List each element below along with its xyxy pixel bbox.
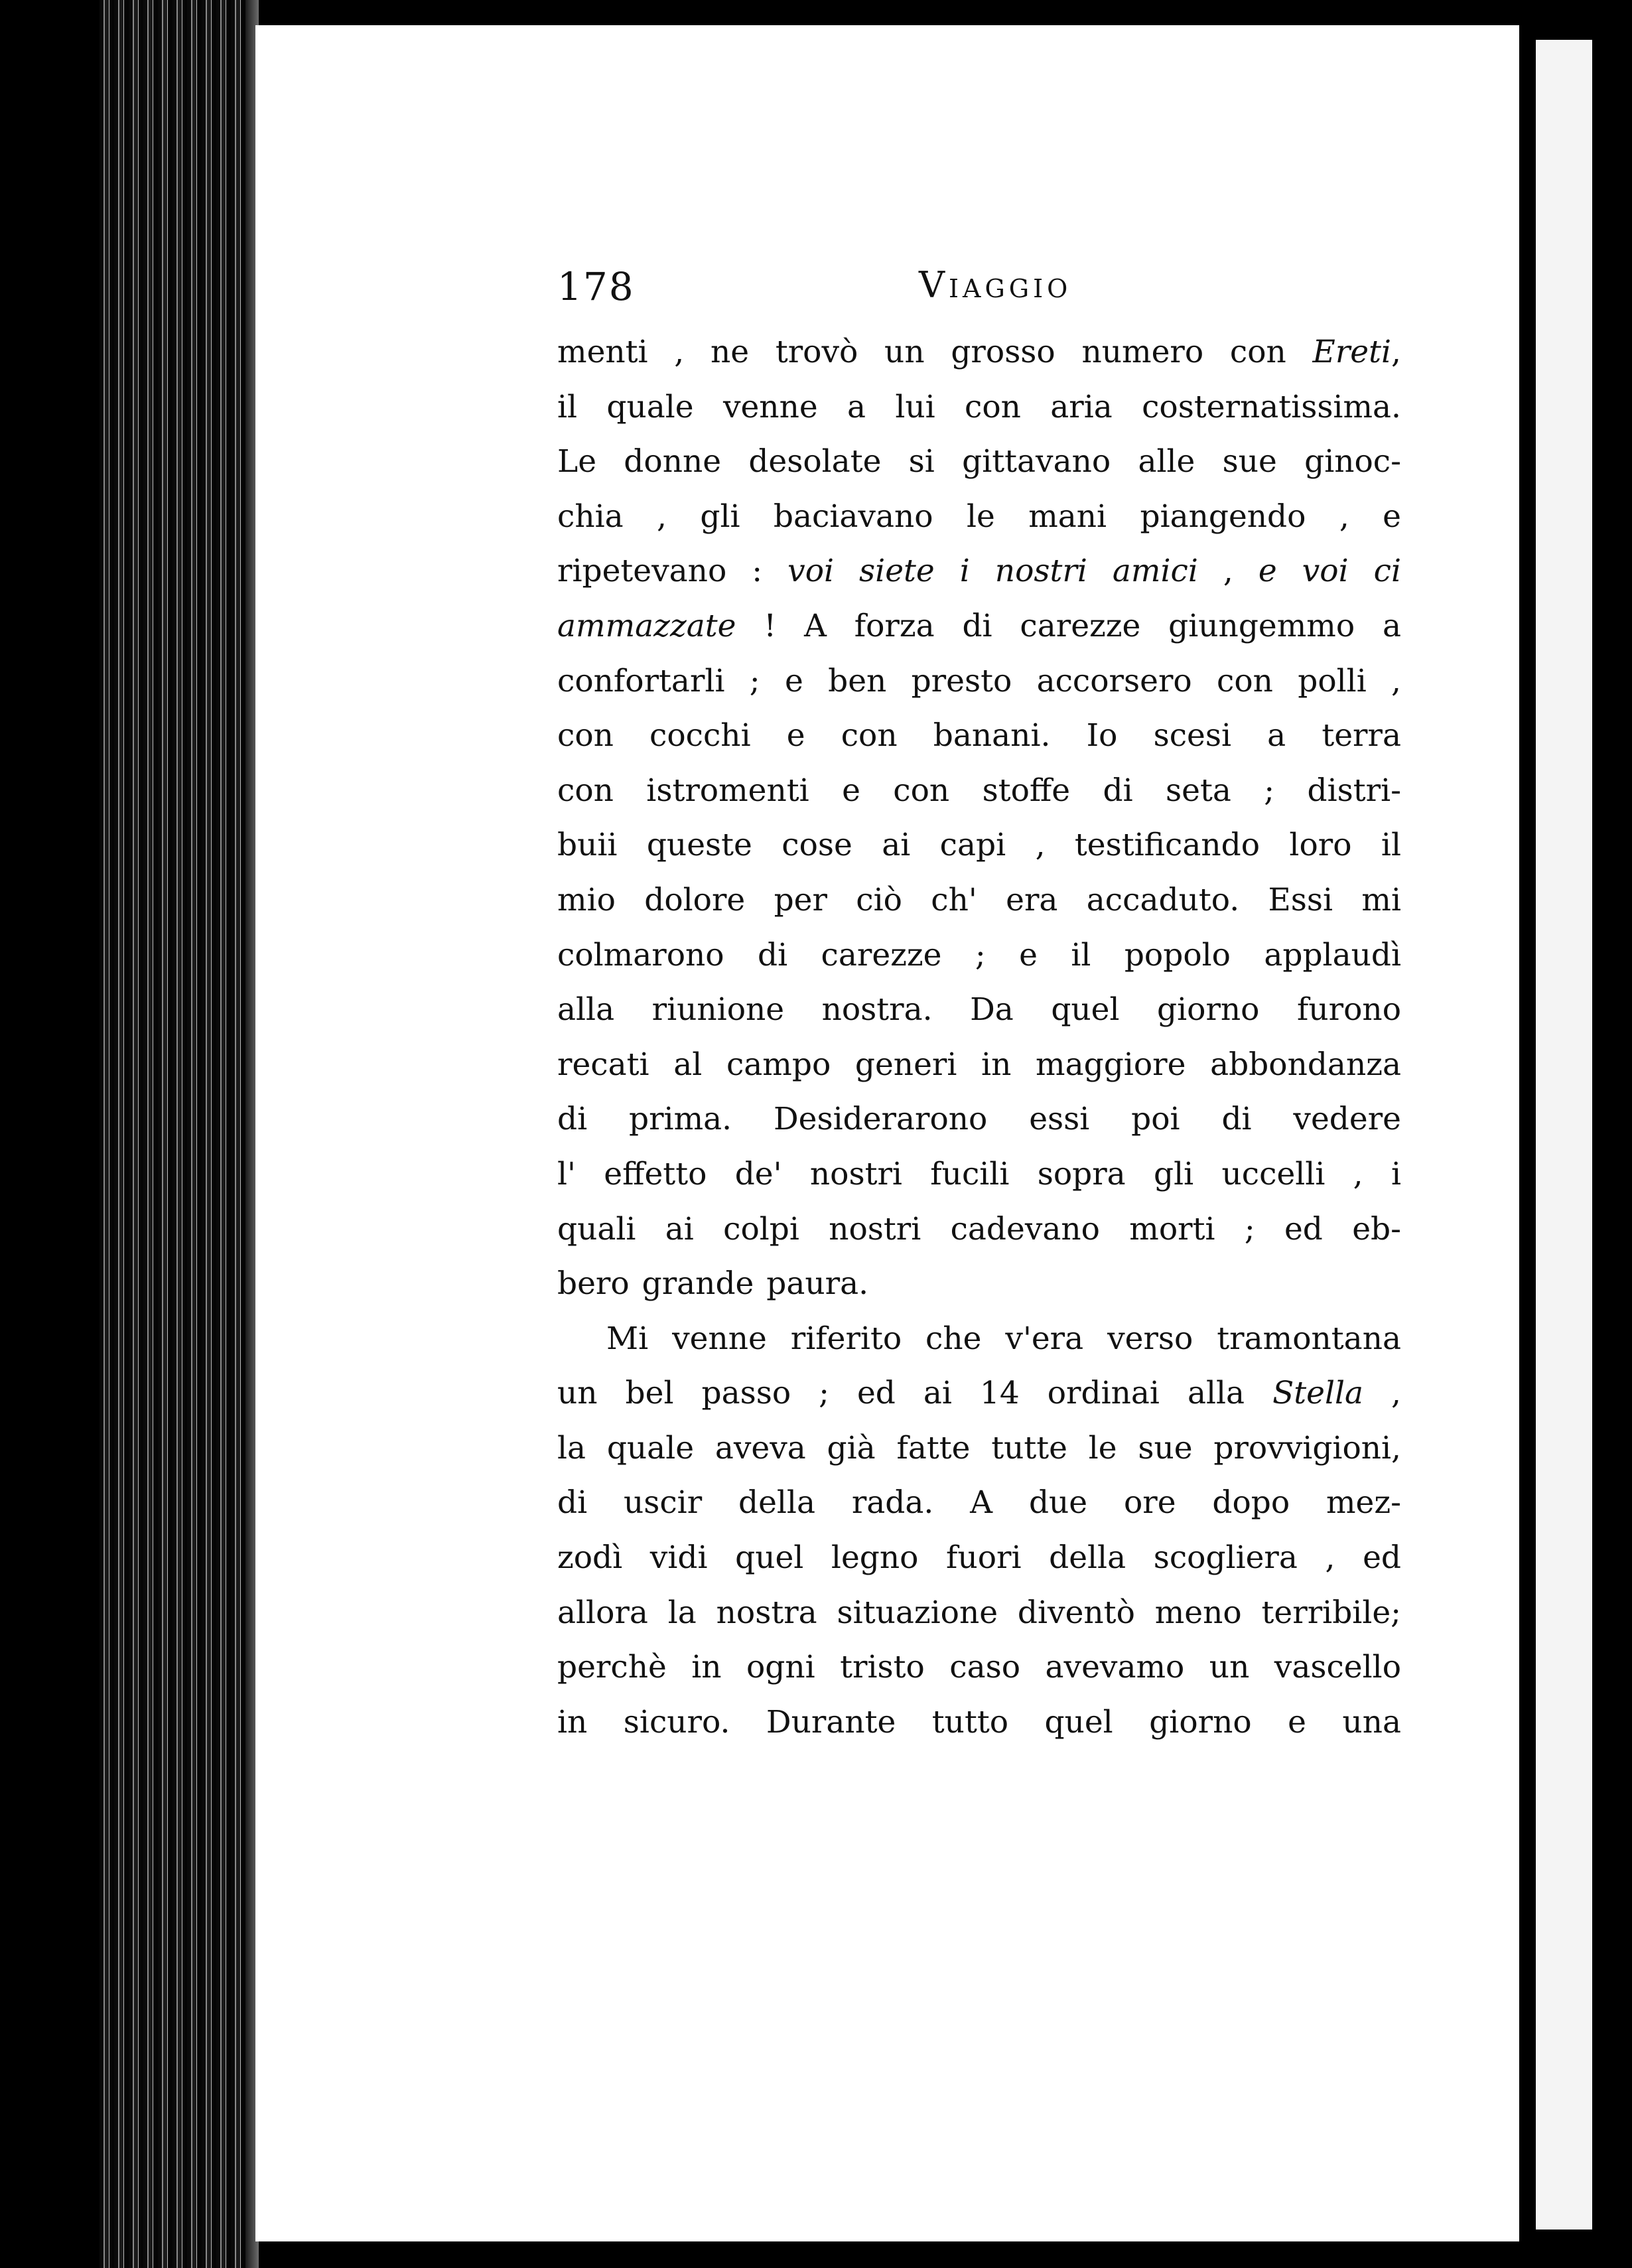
text-segment: l' effetto de' nostri fucili sopra gli uccelli , i — [557, 1155, 1401, 1192]
text-line — [557, 1312, 1401, 1367]
text-line — [557, 983, 1401, 1038]
text-line — [557, 1147, 1401, 1202]
text-segment: un bel passo ; ed ai 14 ordinai alla — [557, 1375, 1273, 1412]
text-line — [557, 1202, 1401, 1257]
text-segment: Le donne desolate si gittavano alle sue ginoc- — [557, 443, 1401, 480]
text-line — [557, 1586, 1401, 1641]
text-segment: il quale venne a lui con aria costernatissima. — [557, 388, 1401, 425]
body-text — [557, 325, 1401, 1750]
book-page-edges — [100, 0, 259, 2268]
italic-text-segment: e voi ci — [1258, 553, 1401, 590]
text-line — [557, 435, 1401, 490]
text-line — [557, 873, 1401, 928]
text-segment: la quale aveva già fatte tutte le sue provvigioni, — [557, 1429, 1401, 1466]
text-segment: ripetevano : — [557, 553, 788, 590]
text-line — [557, 1421, 1401, 1476]
text-line — [557, 1531, 1401, 1586]
facing-page-strip — [1536, 40, 1592, 2230]
text-segment: Mi venne riferito che v'era verso tramontana — [606, 1320, 1401, 1357]
text-segment: in sicuro. Durante tutto quel giorno e una — [557, 1703, 1401, 1740]
italic-text-segment: voi siete i nostri amici — [787, 553, 1198, 590]
text-segment: chia , gli baciavano le mani piangendo , e — [557, 498, 1401, 535]
text-segment: con istromenti e con stoffe di seta ; distri- — [557, 772, 1401, 809]
text-line — [557, 1695, 1401, 1750]
text-line — [557, 1092, 1401, 1147]
text-segment: di prima. Desiderarono essi poi di vedere — [557, 1101, 1401, 1138]
text-segment: zodì vidi quel legno fuori della scogliera , ed — [557, 1539, 1401, 1577]
text-segment: , — [1363, 1375, 1401, 1412]
text-line — [557, 1257, 1401, 1312]
scan-border — [1592, 0, 1632, 2268]
text-line — [557, 1366, 1401, 1421]
text-segment: , — [1391, 334, 1401, 370]
text-segment: , — [1197, 553, 1258, 590]
text-line — [557, 1038, 1401, 1093]
text-segment: quali ai colpi nostri cadevano morti ; ed eb- — [557, 1210, 1401, 1247]
running-head — [557, 264, 1400, 311]
text-line — [557, 325, 1401, 380]
text-line — [557, 1476, 1401, 1531]
text-line — [557, 380, 1401, 435]
text-line — [557, 599, 1401, 654]
text-segment: confortarli ; e ben presto accorsero con polli , — [557, 662, 1401, 699]
italic-text-segment: ammazzate — [557, 607, 736, 644]
text-line — [557, 654, 1401, 709]
text-segment: recati al campo generi in maggiore abbondanza — [557, 1046, 1401, 1083]
text-segment: con cocchi e con banani. Io scesi a terra — [557, 717, 1401, 754]
italic-text-segment: Ereti — [1312, 334, 1392, 370]
running-title: Viaggio — [919, 264, 1072, 306]
text-line — [557, 490, 1401, 545]
text-segment: perchè in ogni tristo caso avevamo un vascello — [557, 1649, 1401, 1686]
text-segment: menti , ne trovò un grosso numero con — [557, 334, 1313, 370]
text-line — [557, 544, 1401, 599]
text-line — [557, 764, 1401, 819]
page-number: 178 — [557, 264, 635, 309]
text-segment: alla riunione nostra. Da quel giorno furono — [557, 991, 1401, 1028]
text-line — [557, 709, 1401, 764]
text-segment: allora la nostra situazione diventò meno terribile; — [557, 1594, 1401, 1631]
text-segment: mio dolore per ciò ch' era accaduto. Essi mi — [557, 881, 1401, 918]
text-line — [557, 1640, 1401, 1695]
text-line — [557, 928, 1401, 983]
text-line — [557, 818, 1401, 873]
text-segment: buii queste cose ai capi , testificando loro il — [557, 827, 1401, 864]
text-segment: bero grande paura. — [557, 1265, 869, 1303]
text-segment: ! A forza di carezze giungemmo a — [736, 607, 1401, 644]
italic-text-segment: Stella — [1272, 1375, 1364, 1412]
text-segment: colmarono di carezze ; e il popolo applaudì — [557, 936, 1401, 973]
text-segment: di uscir della rada. A due ore dopo mez- — [557, 1484, 1401, 1522]
